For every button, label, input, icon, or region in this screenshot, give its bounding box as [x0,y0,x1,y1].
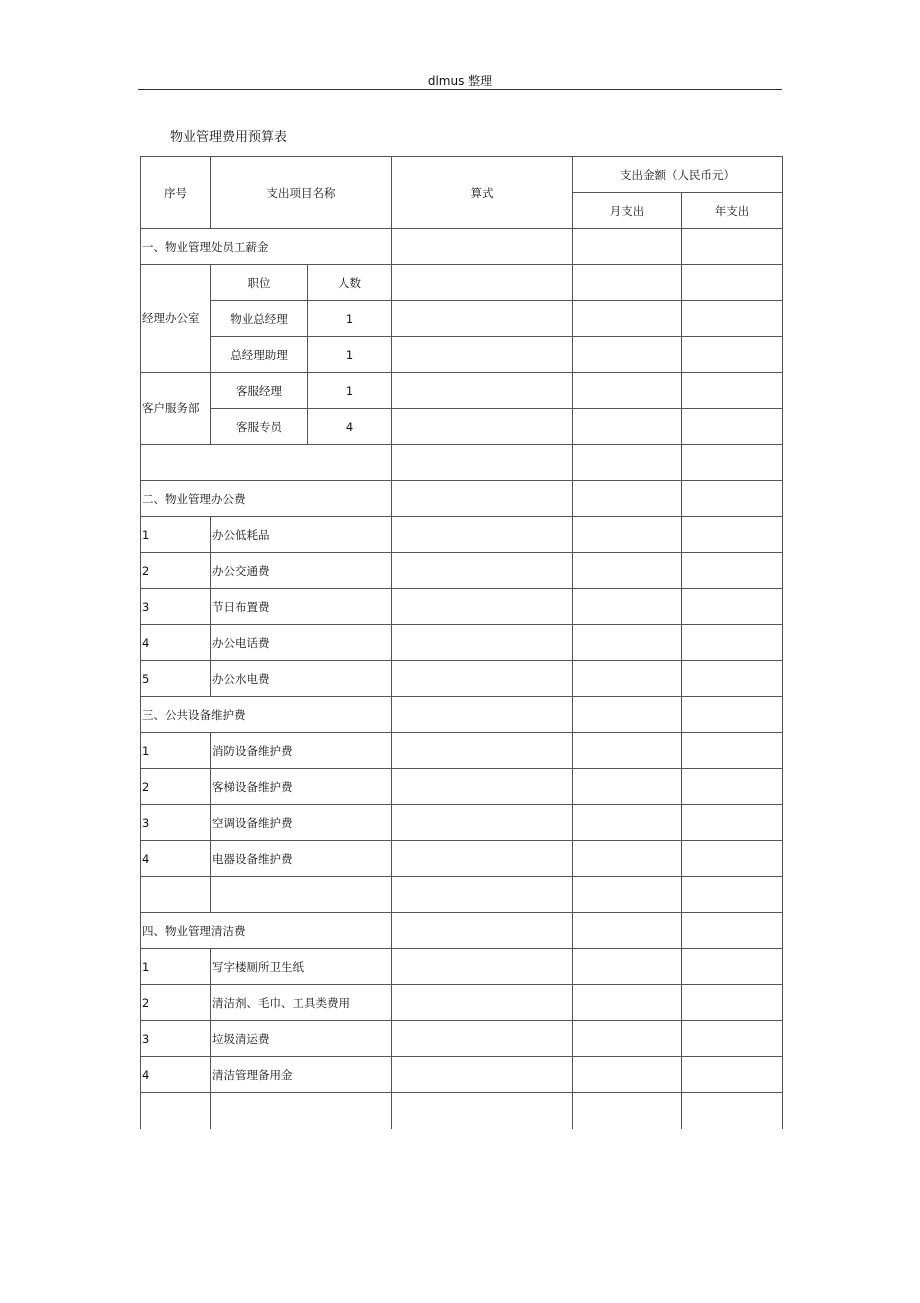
monthly-cell [573,1057,682,1093]
monthly-cell [573,517,682,553]
empty-cell [211,877,392,913]
formula-cell [392,733,573,769]
header-amount: 支出金额（人民币元） [573,157,783,193]
row-number: 1 [141,517,211,553]
yearly-cell [682,229,783,265]
formula-cell [392,769,573,805]
item-name: 写字楼厕所卫生纸 [211,949,392,985]
section-row [141,229,783,265]
header-monthly: 月支出 [573,193,682,229]
formula-cell [392,1021,573,1057]
monthly-cell [573,877,682,913]
empty-cell [141,877,211,913]
empty-cell [211,1093,392,1129]
formula-cell [392,985,573,1021]
department-name: 经理办公室 [141,265,211,373]
item-name: 节日布置费 [211,589,392,625]
section-title: 三、公共设备维护费 [141,697,392,733]
yearly-cell [682,445,783,481]
empty-cell [141,445,392,481]
position-cell: 客服专员 [211,409,308,445]
page-header-text: dlmus 整理 [427,74,493,88]
table-row [141,805,783,841]
yearly-cell [682,517,783,553]
item-name: 空调设备维护费 [211,805,392,841]
document-title: 物业管理费用预算表 [170,130,288,145]
yearly-cell [682,733,783,769]
position-header: 职位 [211,265,308,301]
yearly-cell [682,697,783,733]
monthly-cell [573,733,682,769]
formula-cell [392,301,573,337]
table-row [141,841,783,877]
table-row [141,409,783,445]
table-row [141,1057,783,1093]
formula-cell [392,265,573,301]
header-divider [138,89,782,90]
monthly-cell [573,373,682,409]
monthly-cell [573,805,682,841]
count-cell: 1 [308,373,392,409]
formula-cell [392,625,573,661]
formula-cell [392,913,573,949]
table-row [141,625,783,661]
item-name: 消防设备维护费 [211,733,392,769]
row-number: 4 [141,1057,211,1093]
item-name: 办公交通费 [211,553,392,589]
yearly-cell [682,985,783,1021]
monthly-cell [573,229,682,265]
table-row [141,1021,783,1057]
section-title: 二、物业管理办公费 [141,481,392,517]
yearly-cell [682,769,783,805]
table-row [141,589,783,625]
table-row [141,949,783,985]
item-name: 办公电话费 [211,625,392,661]
table-row [141,517,783,553]
yearly-cell [682,265,783,301]
monthly-cell [573,481,682,517]
position-cell: 物业总经理 [211,301,308,337]
row-number: 3 [141,589,211,625]
formula-cell [392,661,573,697]
position-cell: 客服经理 [211,373,308,409]
monthly-cell [573,445,682,481]
table-row [141,553,783,589]
table-header-row [141,157,783,193]
yearly-cell [682,949,783,985]
count-cell: 4 [308,409,392,445]
section-row [141,481,783,517]
monthly-cell [573,301,682,337]
table-row [141,985,783,1021]
table-row [141,337,783,373]
monthly-cell [573,553,682,589]
count-cell: 1 [308,337,392,373]
yearly-cell [682,841,783,877]
position-cell: 总经理助理 [211,337,308,373]
section-title: 一、物业管理处员工薪金 [141,229,392,265]
monthly-cell [573,661,682,697]
empty-row [141,877,783,913]
item-name: 客梯设备维护费 [211,769,392,805]
formula-cell [392,481,573,517]
formula-cell [392,697,573,733]
table-row [141,301,783,337]
yearly-cell [682,877,783,913]
row-number: 3 [141,1021,211,1057]
row-number: 2 [141,769,211,805]
yearly-cell [682,1057,783,1093]
row-number: 4 [141,625,211,661]
formula-cell [392,517,573,553]
monthly-cell [573,625,682,661]
monthly-cell [573,337,682,373]
empty-cell [141,1093,211,1129]
yearly-cell [682,553,783,589]
yearly-cell [682,1021,783,1057]
row-number: 2 [141,985,211,1021]
yearly-cell [682,625,783,661]
formula-cell [392,409,573,445]
table-row [141,769,783,805]
formula-cell [392,949,573,985]
item-name: 电器设备维护费 [211,841,392,877]
section-row [141,697,783,733]
header-seq: 序号 [141,157,211,229]
yearly-cell [682,409,783,445]
count-header: 人数 [308,265,392,301]
monthly-cell [573,1093,682,1129]
formula-cell [392,877,573,913]
yearly-cell [682,1093,783,1129]
formula-cell [392,1057,573,1093]
table-row [141,661,783,697]
monthly-cell [573,769,682,805]
monthly-cell [573,913,682,949]
item-name: 办公低耗品 [211,517,392,553]
formula-cell [392,553,573,589]
item-name: 办公水电费 [211,661,392,697]
yearly-cell [682,589,783,625]
yearly-cell [682,481,783,517]
formula-cell [392,229,573,265]
section-row [141,913,783,949]
row-number: 1 [141,733,211,769]
item-name: 清洁管理备用金 [211,1057,392,1093]
monthly-cell [573,697,682,733]
row-number: 2 [141,553,211,589]
formula-cell [392,1093,573,1129]
yearly-cell [682,913,783,949]
item-name: 垃圾清运费 [211,1021,392,1057]
item-name: 清洁剂、毛巾、工具类费用 [211,985,392,1021]
table-row [141,733,783,769]
yearly-cell [682,373,783,409]
table-row [141,373,783,409]
header-yearly: 年支出 [682,193,783,229]
department-name: 客户服务部 [141,373,211,445]
header-item-name: 支出项目名称 [211,157,392,229]
empty-row [141,445,783,481]
header-formula: 算式 [392,157,573,229]
monthly-cell [573,589,682,625]
yearly-cell [682,661,783,697]
row-number: 4 [141,841,211,877]
row-number: 1 [141,949,211,985]
formula-cell [392,373,573,409]
formula-cell [392,337,573,373]
monthly-cell [573,841,682,877]
monthly-cell [573,265,682,301]
row-number: 5 [141,661,211,697]
budget-table [140,156,783,1129]
monthly-cell [573,985,682,1021]
monthly-cell [573,949,682,985]
formula-cell [392,445,573,481]
formula-cell [392,841,573,877]
monthly-cell [573,409,682,445]
formula-cell [392,589,573,625]
yearly-cell [682,805,783,841]
empty-row [141,1093,783,1129]
section-title: 四、物业管理清洁费 [141,913,392,949]
table-row [141,265,783,301]
monthly-cell [573,1021,682,1057]
count-cell: 1 [308,301,392,337]
yearly-cell [682,301,783,337]
row-number: 3 [141,805,211,841]
formula-cell [392,805,573,841]
yearly-cell [682,337,783,373]
